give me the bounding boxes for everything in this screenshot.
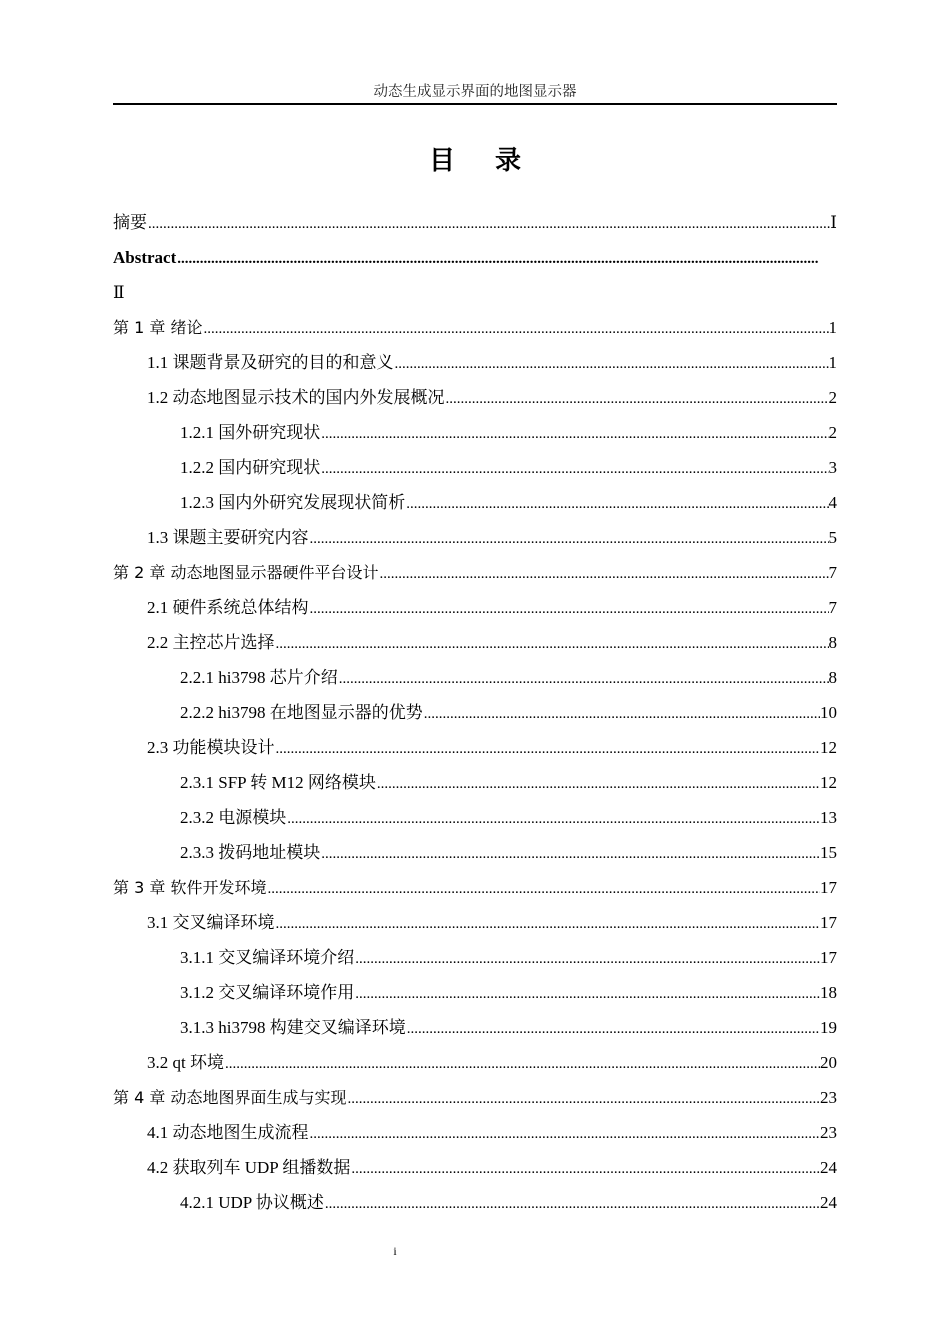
toc-entry-abstract-cn[interactable]	[113, 200, 837, 235]
toc-entry-abstract-en-page	[113, 270, 837, 305]
toc-entry-abstract-en[interactable]	[113, 235, 837, 270]
toc-entry-page: 3	[828, 458, 837, 477]
toc-entry-page: 12	[820, 738, 837, 757]
toc-entry-page: 15	[820, 843, 837, 862]
toc-entry-page: 13	[820, 808, 837, 827]
toc-section-entry[interactable]	[113, 830, 837, 865]
dot-leader	[321, 456, 828, 476]
dot-leader	[321, 841, 820, 861]
toc-entry-page: 7	[828, 598, 837, 617]
toc-entry-page: 17	[820, 913, 837, 932]
table-of-contents	[113, 200, 837, 1215]
dot-leader	[310, 596, 829, 616]
toc-section-entry[interactable]	[113, 655, 837, 690]
toc-section-entry[interactable]	[113, 1110, 837, 1145]
dot-leader	[276, 911, 821, 931]
toc-entry-page: 24	[820, 1193, 837, 1212]
toc-entry-label: 第 1 章 绪论	[113, 318, 203, 337]
toc-entry-label: 第 4 章 动态地图界面生成与实现	[113, 1088, 347, 1107]
toc-entry-page: 7	[828, 563, 837, 582]
toc-entry-label: 1.2 动态地图显示技术的国内外发展概况	[147, 388, 445, 407]
dot-leader	[395, 351, 829, 371]
toc-entry-page: 23	[820, 1088, 837, 1107]
toc-entry-label: 3.1 交叉编译环境	[147, 913, 275, 932]
toc-entry-label: 2.1 硬件系统总体结构	[147, 598, 309, 617]
toc-section-entry[interactable]	[113, 515, 837, 550]
toc-entry-label: 4.2 获取列车 UDP 组播数据	[147, 1158, 351, 1177]
toc-title-char-2: 录	[495, 146, 522, 176]
toc-chapter-entry[interactable]	[113, 1075, 837, 1110]
toc-entry-page: 18	[820, 983, 837, 1002]
toc-section-entry[interactable]	[113, 1145, 837, 1180]
page-number: i	[393, 1244, 397, 1258]
toc-section-entry[interactable]	[113, 1180, 837, 1215]
dot-leader	[351, 1156, 820, 1176]
toc-entry-label: 1.2.2 国内研究现状	[180, 458, 321, 477]
dot-leader	[424, 701, 820, 721]
toc-entry-label: 2.3 功能模块设计	[147, 738, 275, 757]
toc-entry-label: 3.1.1 交叉编译环境介绍	[180, 948, 355, 967]
toc-section-entry[interactable]	[113, 970, 837, 1005]
toc-section-entry[interactable]	[113, 725, 837, 760]
dot-leader	[347, 1086, 820, 1106]
toc-entry-label: 3.2 qt 环境	[147, 1053, 224, 1072]
toc-section-entry[interactable]	[113, 1005, 837, 1040]
toc-entry-label: 1.3 课题主要研究内容	[147, 528, 309, 547]
dot-leader	[379, 561, 828, 581]
toc-entry-label: 2.3.2 电源模块	[180, 808, 287, 827]
toc-entry-label: 1.1 课题背景及研究的目的和意义	[147, 353, 394, 372]
dot-leader	[276, 736, 821, 756]
dot-leader	[177, 246, 819, 266]
toc-entry-label: 4.2.1 UDP 协议概述	[180, 1193, 324, 1212]
toc-section-entry[interactable]	[113, 445, 837, 480]
dot-leader	[339, 666, 829, 686]
dot-leader	[287, 806, 820, 826]
dot-leader	[321, 421, 828, 441]
toc-entry-label: 摘要	[113, 213, 147, 232]
dot-leader	[148, 211, 830, 231]
toc-entry-page: 12	[820, 773, 837, 792]
dot-leader	[310, 1121, 821, 1141]
toc-entry-label: Abstract	[113, 248, 177, 267]
toc-entry-page: 8	[828, 633, 837, 652]
toc-section-entry[interactable]	[113, 900, 837, 935]
toc-section-entry[interactable]	[113, 760, 837, 795]
toc-section-entry[interactable]	[113, 585, 837, 620]
toc-entry-label: 4.1 动态地图生成流程	[147, 1123, 309, 1142]
toc-entry-page: Ⅱ	[113, 283, 125, 302]
dot-leader	[377, 771, 820, 791]
toc-entry-label: 3.1.3 hi3798 构建交叉编译环境	[180, 1018, 406, 1037]
toc-entries	[113, 305, 837, 1215]
toc-chapter-entry[interactable]	[113, 550, 837, 585]
toc-entry-label: 1.2.3 国内外研究发展现状简析	[180, 493, 406, 512]
toc-chapter-entry[interactable]	[113, 305, 837, 340]
toc-section-entry[interactable]	[113, 935, 837, 970]
dot-leader	[267, 876, 820, 896]
toc-section-entry[interactable]	[113, 480, 837, 515]
toc-title	[0, 140, 950, 177]
toc-entry-page: 24	[820, 1158, 837, 1177]
toc-section-entry[interactable]	[113, 1040, 837, 1075]
toc-entry-label: 2.3.3 拨码地址模块	[180, 843, 321, 862]
dot-leader	[407, 1016, 820, 1036]
toc-entry-label: 2.2 主控芯片选择	[147, 633, 275, 652]
dot-leader	[406, 491, 828, 511]
toc-entry-page: 8	[828, 668, 837, 687]
toc-entry-label: 2.2.2 hi3798 在地图显示器的优势	[180, 703, 423, 722]
toc-entry-page: 20	[820, 1053, 837, 1072]
toc-entry-page: 4	[828, 493, 837, 512]
toc-title-char-1: 目	[428, 146, 455, 176]
toc-entry-label: 1.2.1 国外研究现状	[180, 423, 321, 442]
toc-entry-page: 17	[820, 878, 837, 897]
running-header: 动态生成显示界面的地图显示器	[373, 84, 577, 100]
dot-leader	[225, 1051, 820, 1071]
toc-entry-page: Ⅰ	[830, 213, 837, 232]
toc-entry-page: 1	[828, 318, 837, 337]
toc-entry-label: 第 3 章 软件开发环境	[113, 878, 267, 897]
header-divider	[113, 103, 837, 105]
toc-section-entry[interactable]	[113, 410, 837, 445]
toc-entry-label: 3.1.2 交叉编译环境作用	[180, 983, 355, 1002]
toc-section-entry[interactable]	[113, 340, 837, 375]
toc-section-entry[interactable]	[113, 690, 837, 725]
toc-entry-label: 2.3.1 SFP 转 M12 网络模块	[180, 773, 376, 792]
toc-entry-page: 19	[820, 1018, 837, 1037]
toc-entry-page: 1	[828, 353, 837, 372]
toc-entry-page: 2	[828, 388, 837, 407]
toc-section-entry[interactable]	[113, 795, 837, 830]
dot-leader	[446, 386, 829, 406]
dot-leader	[276, 631, 829, 651]
dot-leader	[325, 1191, 820, 1211]
toc-entry-label: 第 2 章 动态地图显示器硬件平台设计	[113, 563, 379, 582]
dot-leader	[310, 526, 829, 546]
dot-leader	[355, 946, 820, 966]
toc-section-entry[interactable]	[113, 620, 837, 655]
dot-leader	[203, 316, 828, 336]
dot-leader	[355, 981, 820, 1001]
toc-entry-page: 23	[820, 1123, 837, 1142]
toc-section-entry[interactable]	[113, 375, 837, 410]
toc-entry-label: 2.2.1 hi3798 芯片介绍	[180, 668, 338, 687]
toc-entry-page: 17	[820, 948, 837, 967]
toc-entry-page: 5	[828, 528, 837, 547]
toc-entry-page: 2	[828, 423, 837, 442]
toc-entry-page: 10	[820, 703, 837, 722]
toc-chapter-entry[interactable]	[113, 865, 837, 900]
